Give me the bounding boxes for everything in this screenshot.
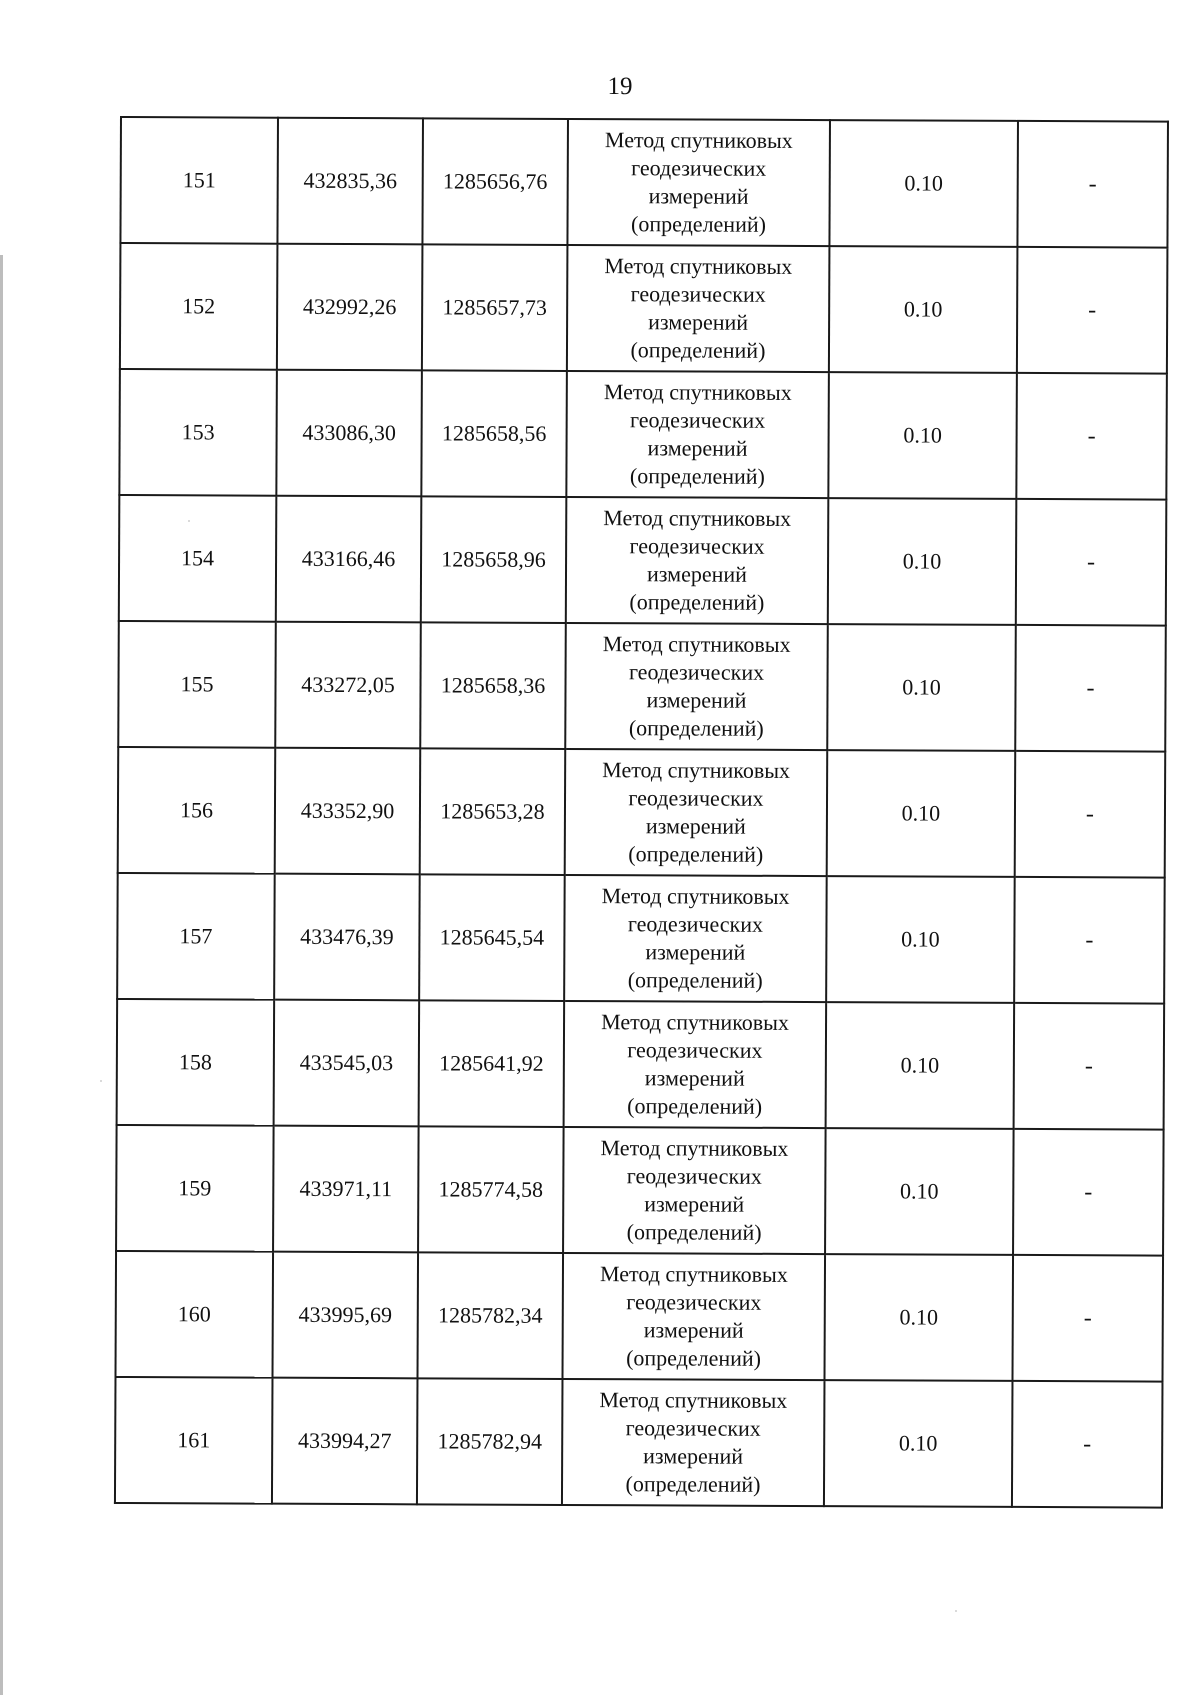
table-row — [118, 747, 1166, 878]
point-number-cell: 153 — [119, 369, 277, 496]
method-line: Метод спутниковых — [603, 505, 792, 531]
y-coordinate-cell: 1285782,94 — [417, 1378, 563, 1505]
coordinates-table — [114, 116, 1169, 1509]
point-number-cell: 152 — [120, 243, 278, 370]
y-coordinate-cell: 1285653,28 — [420, 748, 566, 875]
accuracy-cell: 0.10 — [829, 246, 1018, 373]
method-cell — [564, 875, 827, 1002]
method-line: геодезических — [627, 911, 764, 937]
accuracy-cell: 0.10 — [827, 750, 1016, 877]
note-cell: - — [1017, 247, 1168, 374]
method-line: Метод спутниковых — [601, 883, 790, 909]
method-line: геодезических — [626, 1163, 763, 1189]
accuracy-cell: 0.10 — [824, 1254, 1013, 1381]
method-line: измерений — [645, 939, 746, 965]
method-line: (определений) — [628, 715, 764, 741]
table-row — [118, 621, 1166, 752]
method-line: Метод спутниковых — [603, 379, 792, 405]
method-line: Метод спутниковых — [600, 1135, 789, 1161]
note-cell: - — [1012, 1255, 1163, 1382]
accuracy-cell: 0.10 — [824, 1380, 1013, 1507]
method-line: (определений) — [630, 337, 766, 363]
note-cell: - — [1015, 625, 1166, 752]
method-line: (определений) — [626, 1219, 762, 1245]
table-row — [117, 999, 1165, 1130]
method-line: (определений) — [629, 463, 765, 489]
y-coordinate-cell: 1285641,92 — [419, 1000, 565, 1127]
note-cell: - — [1017, 121, 1168, 248]
table-row — [117, 873, 1165, 1004]
note-cell: - — [1015, 751, 1166, 878]
point-number-cell: 154 — [119, 495, 277, 622]
method-line: измерений — [644, 1065, 745, 1091]
note-cell: - — [1013, 1129, 1164, 1256]
point-number-cell: 158 — [117, 999, 275, 1126]
note-cell: - — [1014, 877, 1165, 1004]
scan-edge-shadow — [0, 255, 3, 1695]
table-row — [116, 1125, 1164, 1256]
x-coordinate-cell: 433476,39 — [274, 874, 420, 1001]
point-number-cell: 151 — [120, 117, 278, 244]
note-cell: - — [1016, 373, 1167, 500]
point-number-cell: 160 — [115, 1251, 273, 1378]
point-number-cell: 155 — [118, 621, 276, 748]
accuracy-cell: 0.10 — [826, 1002, 1015, 1129]
x-coordinate-cell: 433994,27 — [272, 1378, 418, 1505]
x-coordinate-cell: 433272,05 — [275, 622, 421, 749]
method-line: (определений) — [626, 1345, 762, 1371]
method-cell — [566, 497, 829, 624]
method-line: геодезических — [630, 407, 766, 433]
y-coordinate-cell: 1285658,96 — [421, 496, 567, 623]
y-coordinate-cell: 1285656,76 — [422, 118, 568, 245]
y-coordinate-cell: 1285645,54 — [419, 874, 565, 1001]
table-row — [115, 1251, 1163, 1382]
x-coordinate-cell: 433545,03 — [274, 1000, 420, 1127]
method-line: Метод спутниковых — [601, 1009, 790, 1035]
table-row — [119, 369, 1167, 500]
accuracy-cell: 0.10 — [829, 120, 1018, 247]
method-line: измерений — [647, 435, 748, 461]
method-cell — [565, 749, 828, 876]
table-body — [115, 117, 1168, 1508]
method-line: геодезических — [626, 1289, 762, 1315]
x-coordinate-cell: 433352,90 — [275, 748, 421, 875]
method-line: (определений) — [631, 211, 767, 237]
x-coordinate-cell: 433086,30 — [276, 370, 422, 497]
y-coordinate-cell: 1285658,36 — [420, 622, 566, 749]
point-number-cell: 159 — [116, 1125, 274, 1252]
method-line: Метод спутниковых — [599, 1261, 788, 1287]
note-cell: - — [1016, 499, 1167, 626]
accuracy-cell: 0.10 — [826, 876, 1015, 1003]
method-cell — [565, 623, 828, 750]
point-number-cell: 161 — [115, 1377, 273, 1504]
note-cell: - — [1014, 1003, 1165, 1130]
method-cell — [562, 1253, 825, 1380]
accuracy-cell: 0.10 — [828, 498, 1017, 625]
method-line: геодезических — [630, 281, 766, 307]
method-cell — [567, 245, 830, 372]
method-line: Метод спутниковых — [604, 127, 793, 153]
accuracy-cell: 0.10 — [825, 1128, 1014, 1255]
y-coordinate-cell: 1285658,56 — [421, 370, 567, 497]
x-coordinate-cell: 432992,26 — [277, 244, 423, 371]
method-line: измерений — [643, 1443, 744, 1469]
table-row — [120, 243, 1168, 374]
point-number-cell: 156 — [118, 747, 276, 874]
method-line: (определений) — [629, 589, 765, 615]
x-coordinate-cell: 433995,69 — [272, 1252, 418, 1379]
method-line: измерений — [644, 1191, 745, 1217]
x-coordinate-cell: 433166,46 — [276, 496, 422, 623]
method-line: измерений — [645, 813, 746, 839]
table-row — [119, 495, 1167, 626]
table-row — [120, 117, 1168, 248]
method-line: измерений — [648, 183, 749, 209]
method-line: (определений) — [627, 967, 763, 993]
method-line: Метод спутниковых — [599, 1387, 788, 1413]
accuracy-cell: 0.10 — [827, 624, 1016, 751]
method-line: (определений) — [625, 1471, 761, 1497]
point-number-cell: 157 — [117, 873, 275, 1000]
method-line: геодезических — [628, 659, 765, 685]
note-cell: - — [1012, 1381, 1163, 1508]
x-coordinate-cell: 433971,11 — [273, 1126, 419, 1253]
y-coordinate-cell: 1285774,58 — [418, 1126, 564, 1253]
method-cell — [566, 371, 829, 498]
method-cell — [564, 1001, 827, 1128]
y-coordinate-cell: 1285657,73 — [422, 244, 568, 371]
method-line: измерений — [646, 561, 748, 587]
method-line: измерений — [648, 309, 749, 335]
accuracy-cell: 0.10 — [828, 372, 1017, 499]
method-line: геодезических — [628, 785, 764, 811]
method-line: Метод спутниковых — [604, 253, 793, 279]
method-line: (определений) — [628, 841, 764, 867]
method-line: Метод спутниковых — [602, 631, 791, 657]
x-coordinate-cell: 432835,36 — [277, 118, 423, 245]
method-line: геодезических — [629, 533, 765, 559]
scan-speck — [955, 1610, 957, 1612]
method-line: Метод спутниковых — [602, 757, 791, 783]
method-line: геодезических — [627, 1037, 763, 1063]
method-cell — [562, 1379, 825, 1506]
page-number: 19 — [607, 73, 633, 100]
table-row — [115, 1377, 1163, 1508]
method-cell — [567, 119, 830, 246]
method-line: геодезических — [625, 1415, 761, 1441]
y-coordinate-cell: 1285782,34 — [417, 1252, 563, 1379]
method-line: (определений) — [627, 1093, 763, 1119]
method-line: измерений — [646, 687, 747, 713]
method-line: измерений — [643, 1317, 744, 1343]
scan-speck — [100, 1080, 102, 1082]
method-cell — [563, 1127, 826, 1254]
method-line: геодезических — [631, 155, 767, 181]
